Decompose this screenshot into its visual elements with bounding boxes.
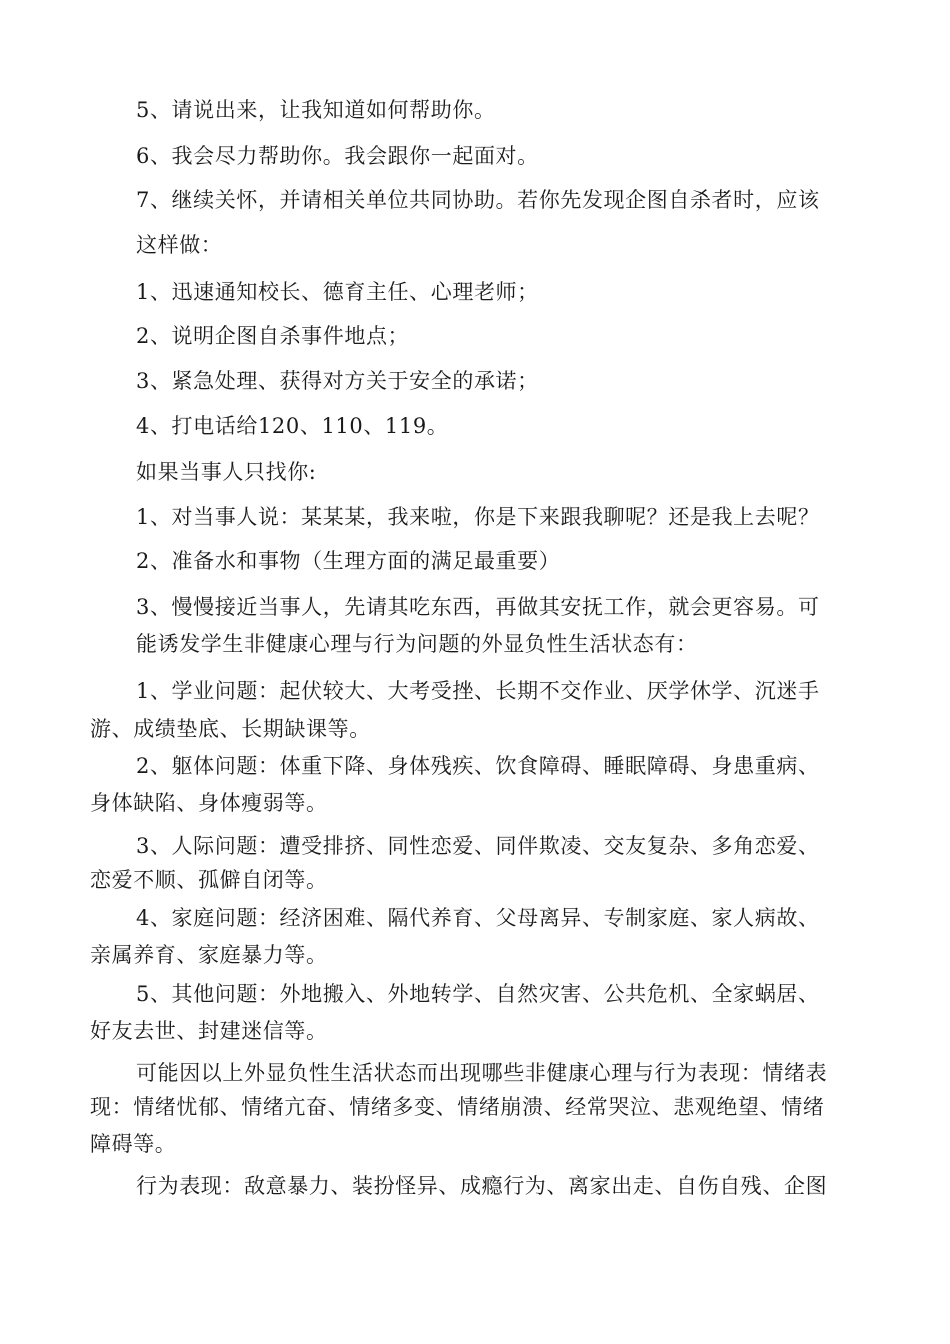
text-line: 2、准备水和事物（生理方面的满足最重要） (136, 549, 561, 573)
text-line: 好友去世、封建迷信等。 (90, 1019, 328, 1043)
text-line: 3、紧急处理、获得对方关于安全的承诺； (136, 369, 539, 393)
text-line: 6、我会尽力帮助你。我会跟你一起面对。 (136, 144, 539, 168)
text-line: 亲属养育、家庭暴力等。 (90, 943, 328, 967)
text-line: 5、请说出来，让我知道如何帮助你。 (136, 98, 496, 122)
text-line: 游、成绩垫底、长期缺课等。 (90, 717, 371, 741)
text-line: 4、打电话给120、110、119。 (136, 414, 449, 438)
text-line: 5、其他问题：外地搬入、外地转学、自然灾害、公共危机、全家蜗居、 (136, 982, 820, 1006)
text-line: 这样做： (136, 233, 223, 257)
text-line: 1、迅速通知校长、德育主任、心理老师； (136, 280, 539, 304)
text-line: 4、家庭问题：经济困难、隔代养育、父母离异、专制家庭、家人病故、 (136, 906, 820, 930)
text-line: 7、继续关怀，并请相关单位共同协助。若你先发现企图自杀者时，应该 (136, 188, 820, 212)
text-line: 2、躯体问题：体重下降、身体残疾、饮食障碍、睡眠障碍、身患重病、 (136, 754, 820, 778)
text-line: 可能因以上外显负性生活状态而出现哪些非健康心理与行为表现：情绪表 (136, 1061, 828, 1085)
text-line: 3、人际问题：遭受排挤、同性恋爱、同伴欺凌、交友复杂、多角恋爱、 (136, 834, 820, 858)
text-line: 如果当事人只找你: (136, 460, 317, 484)
text-line: 能诱发学生非健康心理与行为问题的外显负性生活状态有： (136, 632, 698, 656)
text-line: 3、慢慢接近当事人，先请其吃东西，再做其安抚工作，就会更容易。可 (136, 595, 820, 619)
text-line: 1、学业问题：起伏较大、大考受挫、长期不交作业、厌学休学、沉迷手 (136, 679, 820, 703)
text-line: 1、对当事人说：某某某，我来啦，你是下来跟我聊呢？还是我上去呢？ (136, 505, 820, 529)
text-line: 障碍等。 (90, 1132, 177, 1156)
text-line: 行为表现：敌意暴力、装扮怪异、成瘾行为、离家出走、自伤自残、企图 (136, 1174, 828, 1198)
text-line: 身体缺陷、身体瘦弱等。 (90, 791, 328, 815)
text-line: 恋爱不顺、孤僻自闭等。 (90, 868, 328, 892)
text-line: 现：情绪忧郁、情绪亢奋、情绪多变、情绪崩溃、经常哭泣、悲观绝望、情绪 (90, 1095, 825, 1119)
text-line: 2、说明企图自杀事件地点； (136, 324, 410, 348)
